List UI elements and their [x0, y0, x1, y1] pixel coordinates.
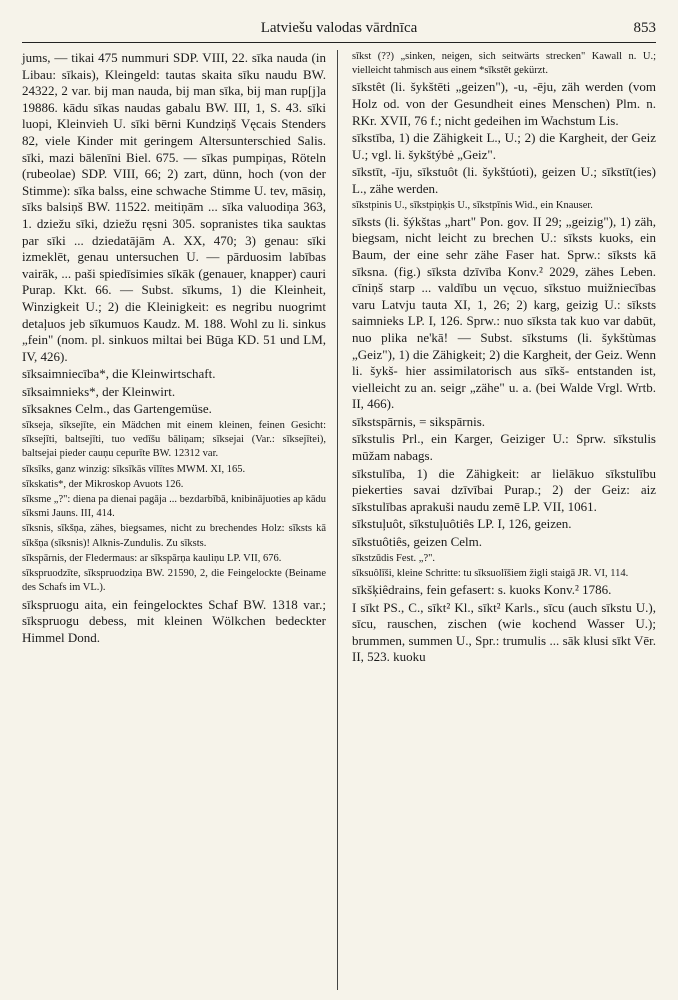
entry-paragraph: sīkstspārnis, = sikspārnis. [352, 413, 486, 429]
right-column [352, 50, 656, 667]
entry-paragraph: sīksme „?": diena pa dienai pagāja ... bezdarbībā, knibinājuoties ap kādu sīksmi Jauns. III, 414. [22, 494, 327, 520]
entry-paragraph: sīkstzūdis Fest. „?". [352, 552, 436, 564]
entry-paragraph: sīkstulība, 1) die Zähigkeit: ar lielākuo sīkstulību piekerties savai dzīvībai Purap.; 2) der Geiz: aiz sīkstulības aprakuši naudu zemē LP. VII, 1061. [352, 465, 656, 514]
entry-paragraph: sīkspruodzīte, sīkspruodziņa BW. 21590, 2, die Feingelockte (Beiname des Schafs im VL.). [22, 568, 326, 594]
entry-paragraph: sīksaimniecība*, die Kleinwirtschaft. [22, 366, 216, 382]
entry-paragraph: sīkskatis*, der Mikroskop Avuots 126. [22, 478, 184, 490]
page-number: 853 [633, 20, 656, 36]
entry-paragraph: sīkstība, 1) die Zähigkeit L., U.; 2) die Kargheit, der Geiz U.; vgl. li. šykštýbė „Geiz". [352, 130, 656, 162]
entry-paragraph: sīksnis, sīkšņa, zähes, biegsames, nicht zu brechendes Holz: sīksts kā sīkšņa (sīksnis)! Alknis-Zundulis. Zu sīksts. [22, 523, 326, 549]
entry-paragraph: sīkst (??) „sinken, neigen, sich seitwärts strecken" Kawall n. U.; vielleicht tahmisch aus einem *sīkstēt gekürzt. [352, 51, 656, 77]
entry-paragraph: sīksts (li. šýkštas „hart" Pon. gov. II 29; „geizig"), 1) zäh, biegsam, nicht leicht zu brechen U.: sīksts kuoks, ein Baum, der eine sehr zähe Faser hat. Sprw.: sīksts kā sīksna. (fig.) sīksta dzīvība Konv.² 2029, zähes Leben. cīniņš starp ... valdību un vęcuo, sīkstuo muižniecības varu Latvju tauta XI, 1, 26; 2) karg, geizig U.: sīksts saimnieks LP. I, 126. Sprw.: nuo sīksta tak kuo var dabūt, nuo plika ne'kā! — Subst. sīkstums (li. šykštùmas „Geiz"), 1) die Zähigkeit; 2) die Kargheit, der Geiz. Wenn li. šykš- hier assimilatorisch aus sīkš- entstanden ist, vielleicht zu an. seigr „zähe" u. a. (bei Walde Vrgl. Wrtb. II, 466). [352, 213, 656, 412]
entry-paragraph: I sīkt PS., C., sīkt² Kl., sīkt² Karls., sīcu (auch sīkstu U.), sīcu, rauschen, zischen (wie kochend Wasser U.); brummen, summen U., Spr.: trumulis ... sāk klusi sīkt Vēr. II, 523. kuoku [352, 599, 656, 665]
entry-paragraph: sīkšķiêdrains, fein gefasert: s. kuoks Konv.² 1786. [352, 582, 612, 598]
entry-paragraph: sīkstpinis U., sīkstpiņķis U., sīkstpīnis Wid., ein Knauser. [352, 199, 593, 211]
entry-paragraph: sīksīks, ganz winzig: sīksīkās vīlītes MWM. XI, 165. [22, 463, 246, 475]
entry-paragraph: sīkstuôtiês, geizen Celm. [352, 534, 482, 550]
running-head-title: Latviešu valodas vārdnīca [260, 20, 418, 36]
entry-paragraph: sīkstuļuôt, sīkstuļuôtiês LP. I, 126, geizen. [352, 516, 572, 532]
entry-paragraph: sīksaknes Celm., das Gartengemüse. [22, 401, 212, 417]
entry-paragraph: sīkstêt (li. šykštēti „geizen"), -u, -ēju, zäh werden (vom Holz od. von der Gesundheit eines Menschen) Plm. n. RKr. XVII, 76 f.; nicht gedeihen im Wachstum Lis. [352, 79, 656, 128]
entry-paragraph: jums, — tikai 475 nummuri SDP. VIII, 22. sīka nauda (in Libau: sīkais), Kleingeld: tautas skaita sīku naudu BW. 24322, 2 var. bij man nauda, bij man sīka, bij man rup[j]a 19886. kādu sīkas naudas gabalu BW. III, 1, S. 43. sīki luopi, Kleinvieh U. sīki bērni Kundziņš Vęcais Stenders 82, viele Kinder mit geringem Altersunterschied Salis. sīki, mazi bālenīni Biel. 675. — sīkas pumpiņas, Röteln (rubeolae) SDP. VIII, 66; 2) zart, dünn, hoch (von der Stimme): sīka balss, eine schwache Stimme U. tev, māsiņ, sīks balsiņš BW. 11522. meitiņām ... sīka valuodiņa 363, 1. dziežu sīki, dziežu ręsni 305. sopranistes tika sauktas par sīki ... dziedatājām A. XX, 470; 3) genau: sīki izmeklēt, genau untersuchen U. — pārduosim labības vairāk, ... paši spiedīsimies sīkāk (genauer, knapper) cauri Purap. Kkt. 66. — Subst. sīkums, 1) die Kleinheit, Winzigkeit U.; 2) die Kleinigkeit: es negribu nuogrimt detaļuos jeb sīkumuos Kaudz. M. 188. Wohl zu li. sinkus „fein" (nom. pl. sinkuos miltai bei Būga KD. 51 und LM, IV, 426). [22, 50, 326, 364]
left-column [22, 50, 326, 647]
entry-paragraph: sīkspārnis, der Fledermaus: ar sīkspārņa kauliņu LP. VII, 676. [22, 552, 282, 564]
column-divider [337, 50, 338, 990]
entry-paragraph: sīkstulis Prl., ein Karger, Geiziger U.: Sprw. sīkstulis mūžam nabags. [352, 431, 656, 464]
entry-paragraph: sīksaimnieks*, der Kleinwirt. [22, 383, 176, 399]
entry-paragraph: sīkspruogu aita, ein feingelocktes Schaf BW. 1318 var.; sīkspruogu debess, mit kleinen Wölkchen bedeckter Himmel Dond. [22, 596, 326, 645]
running-head [22, 20, 656, 43]
entry-paragraph: sīksuôlīši, kleine Schritte: tu sīksuolīšiem žigli staigā JR. VI, 114. [352, 567, 629, 579]
entry-paragraph: sīkseja, sīksejīte, ein Mädchen mit einem kleinen, feinen Gesicht: sīksejīti, baltsejīti, tuo vedīšu bāliņam; sīksejai (Var.: sīksejītei), baltsejai pieder cauņu cepurīte BW. 12312 var. [22, 420, 326, 460]
entry-paragraph: sīkstīt, -īju, sīkstuôt (li. šykštúoti), geizen U.; sīkstīt(ies) L., zähe werden. [352, 164, 656, 196]
